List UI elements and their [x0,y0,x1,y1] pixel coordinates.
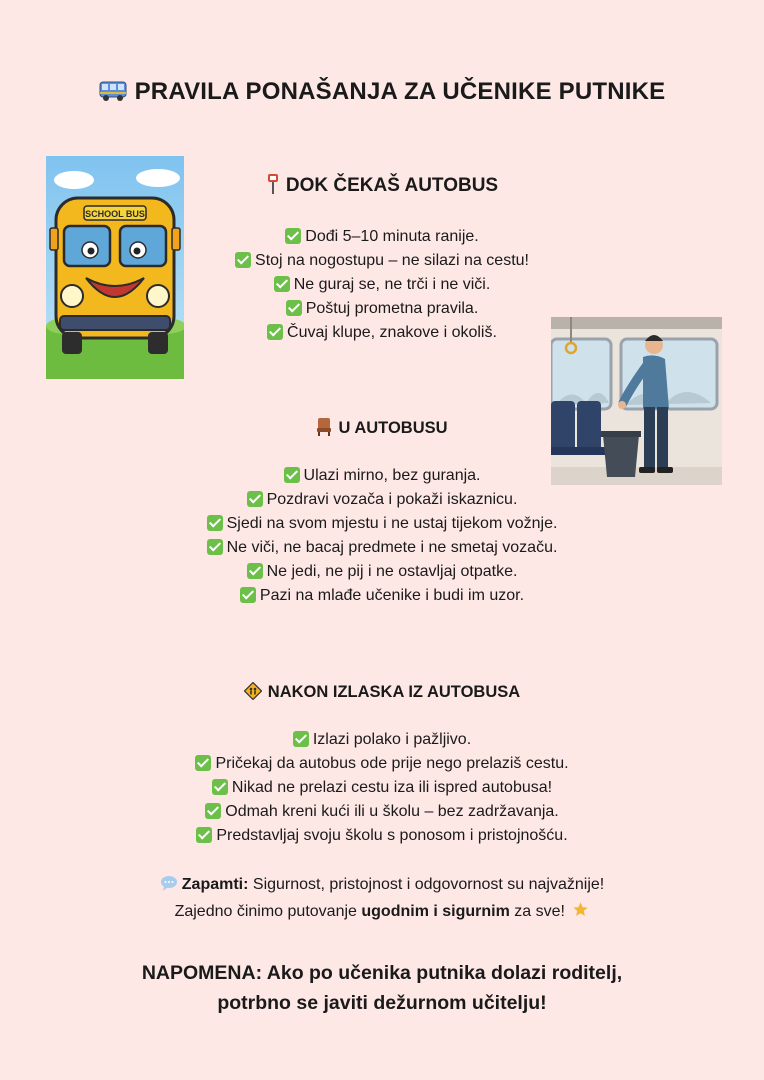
check-icon [274,276,290,292]
crossing-sign-icon [244,682,262,705]
remember-text-2-post: za sve! [514,903,565,920]
check-icon [286,300,302,316]
list-item: Odmah kreni kući ili u školu – bez zadržavanja. [0,800,764,824]
seat-icon [316,418,332,441]
list-item: Ne jedi, ne pij i ne ostavljaj otpatke. [0,560,764,584]
list-item: Pričekaj da autobus ode prije nego prelaziš cestu. [0,752,764,776]
check-icon [205,803,221,819]
section-on-bus-heading: U AUTOBUSU [0,418,764,441]
check-icon [235,252,251,268]
list-item: Ne viči, ne bacaj predmete i ne smetaj vozaču. [0,536,764,560]
bus-stop-icon [266,174,280,200]
section-waiting-list [0,225,764,345]
list-item: Ne guraj se, ne trči i ne viči. [0,273,764,297]
section-on-bus-list [0,464,764,608]
notice-line-2: potrbno se javiti dežurnom učitelju! [217,992,547,1014]
check-icon [285,228,301,244]
bus-sign-text: SCHOOL BUS [85,209,145,219]
remember-text-2-pre: Zajedno činimo putovanje [174,903,357,920]
list-item: Ulazi mirno, bez guranja. [0,464,764,488]
list-item: Čuvaj klupe, znakove i okoliš. [0,321,764,345]
check-icon [207,539,223,555]
check-icon [212,779,228,795]
list-item: Predstavljaj svoju školu s ponosom i pristojnošću. [0,824,764,848]
list-item: Pozdravi vozača i pokaži iskaznicu. [0,488,764,512]
bus-icon [99,79,127,110]
check-icon [247,563,263,579]
list-item: Sjedi na svom mjestu i ne ustaj tijekom vožnje. [0,512,764,536]
list-item: Izlazi polako i pažljivo. [0,728,764,752]
check-icon [267,324,283,340]
section-waiting-heading: DOK ČEKAŠ AUTOBUS [0,174,764,200]
list-item: Poštuj prometna pravila. [0,297,764,321]
check-icon [284,467,300,483]
page-title-text: PRAVILA PONAŠANJA ZA UČENIKE PUTNIKE [134,78,666,105]
speech-bubble-icon [160,874,178,899]
check-icon [293,731,309,747]
list-item: Nikad ne prelazi cestu iza ili ispred autobusa! [0,776,764,800]
remember-text-1: Sigurnost, pristojnost i odgovornost su najvažnije! [252,876,605,893]
remember-label: Zapamti: [181,876,249,893]
check-icon [196,827,212,843]
section-after-exit-list [0,728,764,848]
remember-text-2-bold: ugodnim i sigurnim [361,903,510,920]
check-icon [207,515,223,531]
check-icon [240,587,256,603]
page-title [0,78,764,110]
check-icon [195,755,211,771]
list-item: Pazi na mlađe učenike i budi im uzor. [0,584,764,608]
list-item: Stoj na nogostupu – ne silazi na cestu! [0,249,764,273]
notice-text [0,958,764,1018]
remember-note [0,872,764,926]
section-after-exit-heading: NAKON IZLASKA IZ AUTOBUSA [0,682,764,705]
check-icon [247,491,263,507]
star-icon [572,901,589,926]
list-item: Dođi 5–10 minuta ranije. [0,225,764,249]
notice-line-1: NAPOMENA: Ako po učenika putnika dolazi roditelj, [141,962,623,984]
